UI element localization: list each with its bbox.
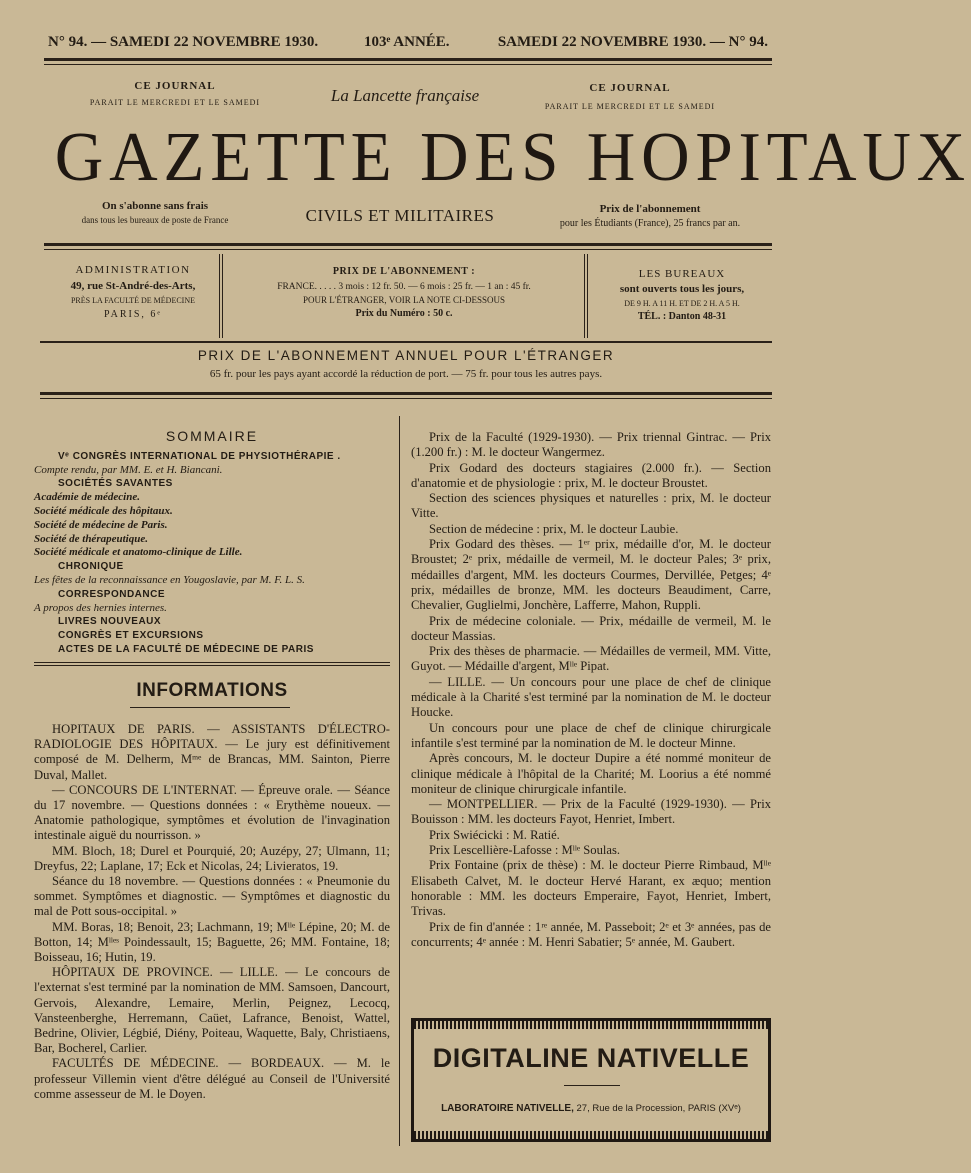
paragraph: Prix de médecine coloniale. — Prix, médaille de vermeil, M. le docteur Massias. [411, 613, 771, 643]
ad-title: DIGITALINE NATIVELLE [432, 1043, 750, 1073]
issue-year: 103ᵉ ANNÉE. [364, 34, 450, 50]
paragraph: Prix Godard des docteurs stagiaires (2.000 fr.). — Section d'anatomie et de physiologie : prix, M. le docteur Broustet. [411, 460, 771, 490]
bureaux-title: LES BUREAUX [638, 268, 726, 280]
annual-rule-thin [40, 398, 772, 399]
ad-lab-name: LABORATOIRE NATIVELLE, [441, 1103, 574, 1114]
annual-title: PRIX DE L'ABONNEMENT ANNUEL POUR L'ÉTRANGER [197, 348, 615, 363]
top-rule-thin [44, 64, 772, 65]
sommaire-rule-2 [34, 665, 390, 666]
ad-stripe-top [414, 1021, 768, 1029]
ad-divider [564, 1085, 620, 1086]
sommaire-item: SOCIÉTÉS SAVANTES [58, 478, 173, 490]
annual-text: 65 fr. pour les pays ayant accordé la réduction de port. — 75 fr. pour tous les autres pays. [209, 368, 603, 380]
admin-box [48, 256, 218, 338]
subtitle: La Lancette française [330, 86, 480, 105]
bureaux-tel: TÉL. : Danton 48-31 [637, 311, 727, 322]
sommaire-title: SOMMAIRE [165, 428, 259, 444]
right-column [411, 430, 771, 950]
sommaire-rule [34, 662, 390, 663]
paragraph: MM. Boras, 18; Benoit, 23; Lachmann, 19; Mˡˡᵉ Lépine, 20; M. de Botton, 14; Mˡˡᵉˢ Poindessault, 15; Baguette, 26; MM. Fontaine, 18; Boisseau, 16; Hutin, 19. [34, 919, 390, 965]
paragraph: HÔPITAUX DE PROVINCE. — LILLE. — Le concours de l'externat s'est terminé par la nomination de MM. Samsoen, Dancourt, Gervois, Alexandre, Lemaire, Merlin, Peignez, Lecocq, Vansteenberghe, Herremann, Caüet, Lafrance, Benoist, Wattel, Bedrine, Olivier, Légbié, Diény, Poiteau, Waquette, Baly, Christiaens, Bar, Bocherel, Carlier. [34, 965, 390, 1056]
paragraph: Prix de fin d'année : 1ʳᵉ année, M. Passeboit; 2ᵉ et 3ᵉ années, pas de concurrents; 4ᵉ année : M. Henri Sabatier; 5ᵉ année, M. Gaubert. [411, 919, 771, 949]
boxes-rule [40, 341, 772, 343]
right-note-title: CE JOURNAL [589, 82, 671, 94]
sommaire-item: Vᵉ CONGRÈS INTERNATIONAL DE PHYSIOTHÉRAPIE . [58, 450, 341, 462]
box-divider-2b [587, 254, 588, 338]
paragraph: Séance du 18 novembre. — Questions données : « Pneumonie du sommet. Symptômes et diagnostic. — Symptômes et diagnostic du mal de Pott sous-occipital. » [34, 874, 390, 919]
paragraph: Section des sciences physiques et naturelles : prix, M. le docteur Vitte. [411, 491, 771, 521]
issue-right: SAMEDI 22 NOVEMBRE 1930. — N° 94. [497, 34, 768, 50]
prix-box-title: PRIX DE L'ABONNEMENT : [332, 266, 476, 277]
prix-etranger: POUR L'ÉTRANGER, VOIR LA NOTE CI-DESSOUS [303, 295, 505, 305]
abonne-note: On s'abonne sans frais [101, 200, 209, 212]
sommaire-item: Les fêtes de la reconnaissance en Yougoslavie, par M. F. L. S. [34, 573, 305, 586]
prix-france: FRANCE. . . . . 3 mois : 12 fr. 50. — 6 mois : 25 fr. — 1 an : 45 fr. [277, 282, 531, 292]
top-rule [44, 58, 772, 61]
paragraph: HOPITAUX DE PARIS. — ASSISTANTS D'ÉLECTRO-RADIOLOGIE DES HÔPITAUX. — Le jury est définitivement composé de M. Delherm, Mᵐᵉ de Brancas, MM. Sainton, Pierre Duval, Mallet. [34, 722, 390, 782]
ad-lab [414, 1103, 768, 1114]
informations-underline [130, 707, 290, 708]
prix-text: pour les Étudiants (France), 25 francs par an. [559, 218, 741, 229]
admin-city: PARIS, 6ᵉ [104, 309, 162, 320]
box-divider-1 [219, 254, 220, 338]
informations-column [34, 722, 390, 1102]
paragraph: Un concours pour une place de chef de clinique chirurgicale infantile s'est terminé par la nomination de M. le docteur Minne. [411, 720, 771, 750]
digitaline-ad [411, 1018, 771, 1142]
bureaux-open: sont ouverts tous les jours, [619, 283, 745, 295]
sommaire-item: CORRESPONDANCE [58, 588, 166, 600]
masthead-title: GAZETTE DES HOPITAUX [54, 119, 971, 196]
paragraph: Prix Swiécicki : M. Ratié. [429, 827, 560, 842]
paragraph: MM. Bloch, 18; Durel et Pourquié, 20; Auzépy, 27; Ulmann, 11; Dreyfus, 22; Laplane, 17; Eck et Nicolas, 24; Livieratos, 19. [34, 843, 390, 873]
admin-near: PRÈS LA FACULTÉ DE MÉDECINE [70, 296, 195, 305]
paragraph: Prix des thèses de pharmacie. — Médailles de vermeil, MM. Vitte, Guyot. — Médaille d'argent, Mˡˡᵉ Pipat. [411, 644, 771, 674]
sommaire-item: Société médicale des hôpitaux. [34, 504, 173, 517]
sommaire-item: CHRONIQUE [58, 561, 124, 573]
box-divider-2 [584, 254, 585, 338]
header-rule-thin [44, 249, 772, 250]
admin-title: ADMINISTRATION [75, 264, 191, 276]
paragraph: FACULTÉS DE MÉDECINE. — BORDEAUX. — M. le professeur Villemin vient d'être délégué au Conseil de l'Université comme assesseur de M. le Doyen. [34, 1056, 390, 1101]
paragraph: Prix Lescellière-Lafosse : Mˡˡᵉ Soulas. [429, 843, 621, 858]
sommaire-item: Société de thérapeutique. [34, 532, 148, 545]
paragraph: — MONTPELLIER. — Prix de la Faculté (1929-1930). — Prix Bouisson : MM. les docteurs Fayot, Henriet, Imbert. [411, 797, 771, 827]
column-divider [399, 416, 400, 1146]
ad-stripe-bottom [414, 1131, 768, 1139]
informations-title: INFORMATIONS [136, 680, 288, 701]
left-note-text: PARAIT LE MERCREDI ET LE SAMEDI [89, 98, 261, 107]
sommaire-item: Académie de médecine. [34, 491, 140, 504]
paragraph: — CONCOURS DE L'INTERNAT. — Épreuve orale. — Séance du 17 novembre. — Questions données : « Erythème noueux. — Anatomie pathologique, symptômes et évolution de l'invagination intestinale aiguë du nourrisson. » [34, 782, 390, 843]
right-note-text: PARAIT LE MERCREDI ET LE SAMEDI [544, 102, 716, 111]
civils-militaires: CIVILS ET MILITAIRES [305, 206, 495, 225]
sommaire-list [34, 450, 390, 657]
paragraph: — LILLE. — Un concours pour une place de chef de clinique médicale à la Charité s'est terminé par la nomination de M. le docteur Houcke. [411, 674, 771, 720]
sommaire-item: CONGRÈS ET EXCURSIONS [58, 630, 204, 642]
prix-box [226, 256, 582, 338]
left-note-title: CE JOURNAL [134, 80, 216, 92]
box-divider-1b [222, 254, 223, 338]
admin-address: 49, rue St-André-des-Arts, [70, 280, 196, 292]
paragraph: Prix Fontaine (prix de thèse) : M. le docteur Pierre Rimbaud, Mˡˡᵉ Elisabeth Calvet, M. le docteur Hervé Harant, ex æquo; mention honorable : MM. les docteurs Emperaire, Fayot, Henriet, Imbert, Trivas. [411, 858, 771, 919]
prix-numero: Prix du Numéro : 50 c. [355, 308, 453, 319]
sommaire-item: Compte rendu, par MM. E. et H. Biancani. [34, 463, 223, 476]
issue-left: N° 94. — SAMEDI 22 NOVEMBRE 1930. [48, 34, 319, 50]
prix-note: Prix de l'abonnement [599, 203, 701, 215]
sommaire-item: LIVRES NOUVEAUX [58, 616, 162, 628]
issue-line [48, 34, 768, 54]
annual-rule [40, 392, 772, 395]
paragraph: Section de médecine : prix, M. le docteur Laubie. [429, 521, 679, 536]
abonne-text: dans tous les bureaux de poste de France [81, 215, 229, 225]
bureaux-hours: DE 9 H. A 11 H. ET DE 2 H. A 5 H. [624, 299, 740, 308]
paragraph: Après concours, M. le docteur Dupire a été nommé moniteur de clinique médicale à l'hôpital de la Charité; M. Loorius a été nommé moniteur de clinique chirurgicale infantile. [411, 751, 771, 796]
sommaire-item: ACTES DE LA FACULTÉ DE MÉDECINE DE PARIS [58, 643, 314, 655]
bureaux-box [592, 256, 772, 338]
header-rule [44, 243, 772, 246]
sommaire-item: A propos des hernies internes. [34, 601, 167, 614]
sommaire [34, 430, 390, 657]
paragraph: Prix de la Faculté (1929-1930). — Prix triennal Gintrac. — Prix (1.200 fr.) : M. le docteur Wangermez. [411, 430, 771, 460]
paragraph: Prix Godard des thèses. — 1ᵉʳ prix, médaille d'or, M. le docteur Broustet; 2ᵉ prix, médaille de vermeil, M. le docteur Pales; 3ᵉ prix, médailles d'argent, MM. les docteurs Courmes, Dervillée, Petges; 4ᵉ prix, médailles de bronze, MM. les docteurs Beaudiment, Carre, Chevalier, Guglielmi, Jonchère, Lafferre, Mahon, Ruppli. [411, 537, 771, 613]
sommaire-item: Société de médecine de Paris. [34, 518, 168, 531]
ad-address: 27, Rue de la Procession, PARIS (XVᵉ) [576, 1103, 741, 1114]
sommaire-item: Société médicale et anatomo-clinique de Lille. [34, 546, 243, 559]
